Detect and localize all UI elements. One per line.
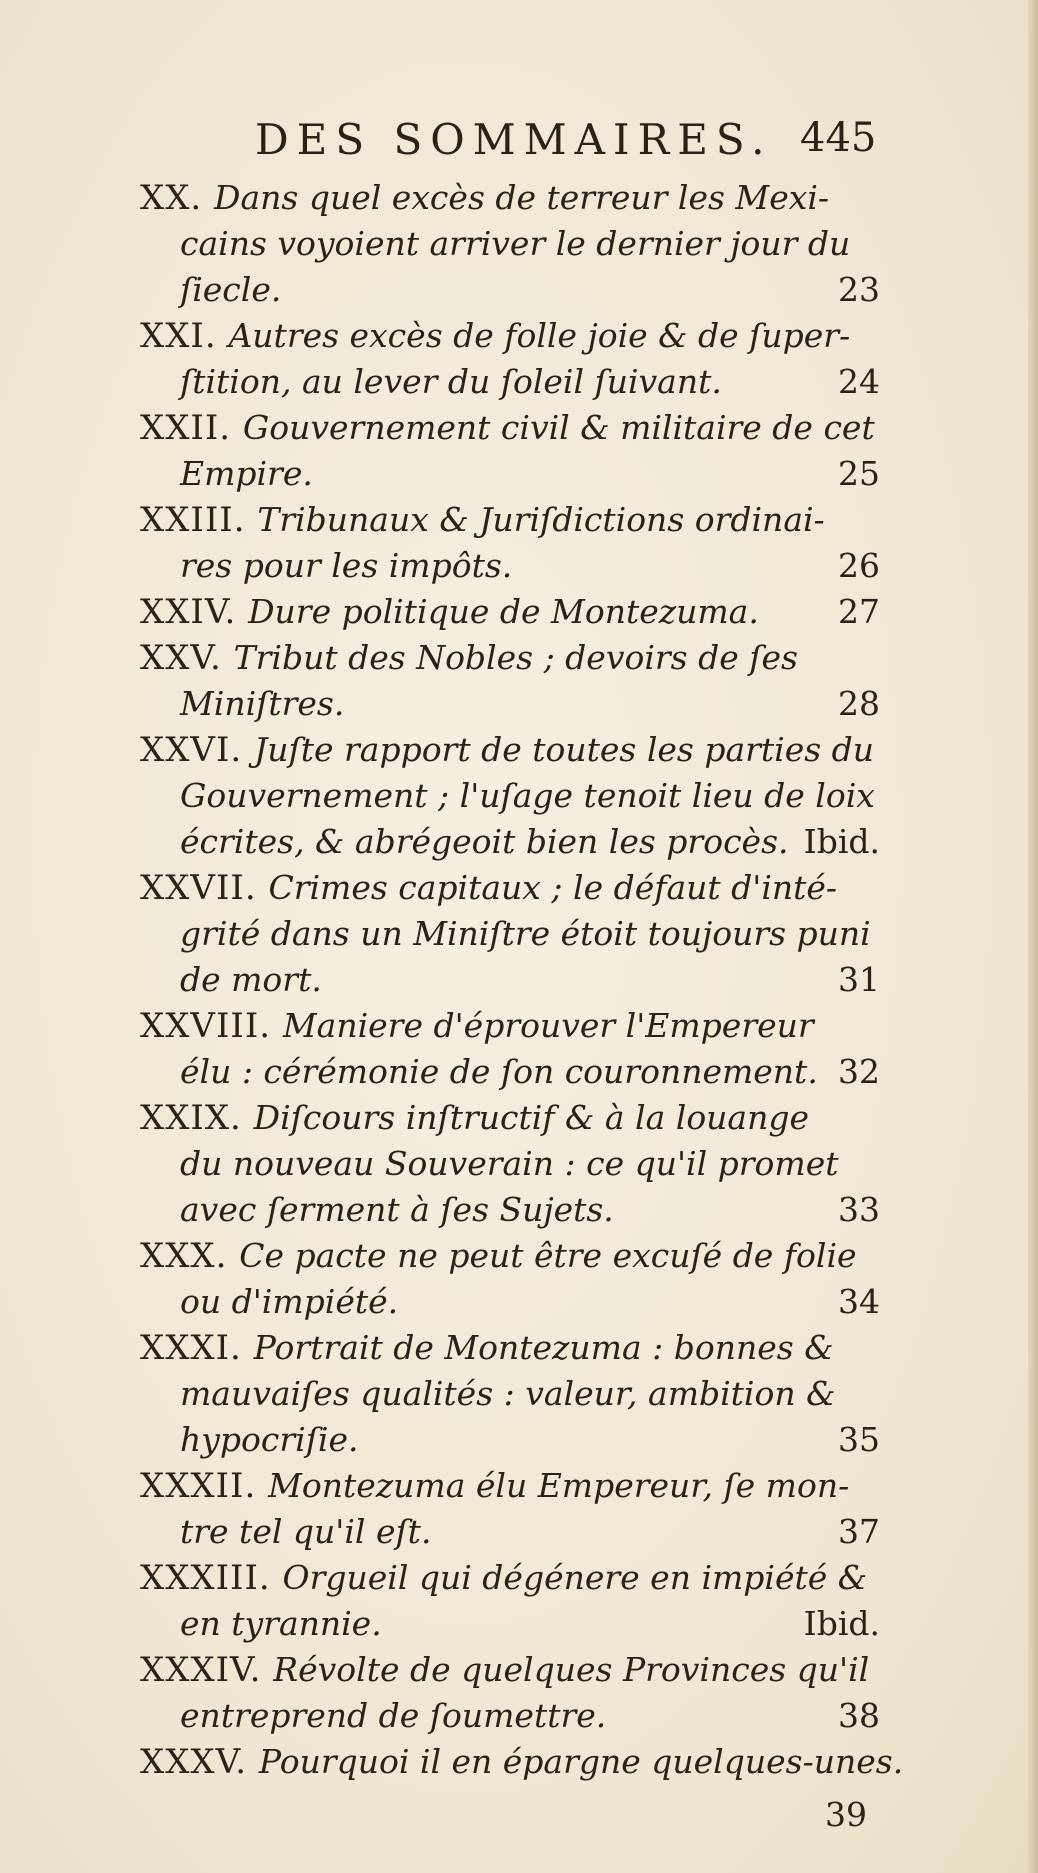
toc-entry: [140, 405, 880, 497]
toc-entry: [140, 313, 880, 405]
entry-page-ref: 33: [838, 1190, 880, 1229]
toc-entry: [140, 865, 880, 1003]
entry-number: XXIX.: [140, 1098, 254, 1138]
toc-entry-line: [140, 1049, 880, 1095]
toc-entry: [140, 727, 880, 865]
toc-entry-line: [140, 543, 880, 589]
toc-entry: [140, 635, 880, 727]
entry-text: en tyrannie.: [180, 1604, 382, 1643]
toc-entry: [140, 497, 880, 589]
entry-number: XXV.: [140, 638, 234, 678]
toc-entry-line: [140, 175, 880, 221]
entry-number: XXXI.: [140, 1328, 254, 1368]
toc-entry: [140, 1325, 880, 1463]
toc-entry-line: [140, 1647, 880, 1693]
toc-entry-line: [140, 1003, 880, 1049]
entry-text: ſiecle.: [180, 270, 282, 309]
entry-number: XXXV.: [140, 1742, 259, 1782]
entry-text: hypocriſie.: [180, 1420, 359, 1459]
toc-entry-line: [140, 221, 880, 267]
entry-page-ref: Ibid.: [803, 822, 880, 861]
entry-page-ref: 26: [838, 546, 880, 585]
entry-number: XXIII.: [140, 500, 258, 540]
toc-entry-line: [140, 1693, 880, 1739]
toc-entry-line: [140, 819, 880, 865]
entry-page-ref: 31: [838, 960, 880, 999]
entry-number: XXVIII.: [140, 1006, 283, 1046]
entry-text: mauvaiſes qualités : valeur, ambition &: [180, 1374, 836, 1413]
entry-number: XXVI.: [140, 730, 255, 770]
toc-entry-line: [140, 1095, 880, 1141]
entry-text: res pour les impôts.: [180, 546, 513, 585]
toc-entry: [140, 589, 880, 635]
entry-page-ref: 24: [838, 362, 880, 401]
entry-text: Autres excès de folle joie & de ſuper-: [228, 316, 851, 355]
toc-entry-line: [140, 865, 880, 911]
entry-page-ref: 37: [838, 1512, 880, 1551]
entry-text: Pourquoi il en épargne quelques-unes.: [258, 1742, 904, 1781]
entry-page-ref: 35: [838, 1420, 880, 1459]
entry-text: Orgueil qui dégénere en impiété &: [282, 1558, 868, 1597]
toc-entry-line: [140, 1509, 880, 1555]
entry-page-ref: 32: [838, 1052, 880, 1091]
entry-text: écrites, & abrégeoit bien les procès.: [180, 822, 789, 861]
header-title: DES SOMMAIRES.: [255, 115, 773, 164]
toc-entry-line: [140, 1325, 880, 1371]
toc-entry: [140, 1003, 880, 1095]
catchword: 39: [825, 1795, 867, 1834]
entry-page-ref: 38: [838, 1696, 880, 1735]
toc-entry-line: [140, 1555, 880, 1601]
entry-text: Portrait de Montezuma : bonnes &: [253, 1328, 834, 1367]
toc-entry: [140, 175, 880, 313]
page-number: 445: [800, 115, 877, 161]
entry-page-ref: 25: [838, 454, 880, 493]
entry-text: Diſcours inſtructif & à la louange: [253, 1098, 810, 1137]
entry-text: tre tel qu'il eſt.: [180, 1512, 432, 1551]
toc-entry: [140, 1095, 880, 1233]
toc-entry-line: [140, 1141, 880, 1187]
entry-text: Révolte de quelques Provinces qu'il: [273, 1650, 870, 1689]
toc-entry-line: [140, 589, 880, 635]
toc-entry-line: [140, 773, 880, 819]
toc-entry-line: [140, 1233, 880, 1279]
entry-text: Miniſtres.: [180, 684, 345, 723]
entry-page-ref: Ibid.: [803, 1604, 880, 1643]
toc-entry-line: [140, 681, 880, 727]
entry-page-ref: 23: [838, 270, 880, 309]
toc-entry: [140, 1739, 904, 1785]
entry-number: XXVII.: [140, 868, 269, 908]
entry-text: Empire.: [180, 454, 313, 493]
toc-entry-line: [140, 635, 880, 681]
entry-text: Ce pacte ne peut être excuſé de folie: [239, 1236, 857, 1275]
toc-entry-line: [140, 1417, 880, 1463]
entry-text: Dure politique de Montezuma.: [248, 592, 759, 631]
entry-number: XXXII.: [140, 1466, 269, 1506]
entry-number: XXXIV.: [140, 1650, 274, 1690]
entry-number: XXII.: [140, 408, 243, 448]
entry-text: avec ſerment à ſes Sujets.: [180, 1190, 614, 1229]
entry-text: ou d'impiété.: [180, 1282, 399, 1321]
entry-text: ſtition, au lever du ſoleil ſuivant.: [180, 362, 722, 401]
entry-number: XX.: [140, 178, 215, 218]
toc-entry-line: [140, 267, 880, 313]
entry-text: élu : cérémonie de ſon couronnement.: [180, 1052, 818, 1091]
page-edge: [1028, 0, 1038, 1873]
toc-entry-line: [140, 405, 880, 451]
entry-text: Montezuma élu Empereur, ſe mon-: [268, 1466, 850, 1505]
entry-text: Tribunaux & Juriſdictions ordinai-: [257, 500, 825, 539]
entry-text: grité dans un Miniſtre étoit toujours puni: [180, 914, 871, 953]
toc-entry: [140, 1647, 880, 1739]
entry-text: entreprend de ſoumettre.: [180, 1696, 607, 1735]
entry-number: XXIV.: [140, 592, 249, 632]
toc-entry-line: [140, 451, 880, 497]
toc-entry-line: [140, 911, 880, 957]
toc-entry-line: [140, 1601, 880, 1647]
entry-text: Gouvernement ; l'uſage tenoit lieu de loix: [180, 776, 875, 815]
entry-number: XXI.: [140, 316, 229, 356]
toc-entry: [140, 1555, 880, 1647]
toc-entry-line: [140, 497, 880, 543]
entry-page-ref: 34: [838, 1282, 880, 1321]
toc-entry-line: [140, 359, 880, 405]
entry-page-ref: 28: [838, 684, 880, 723]
toc-entry-line: [140, 1371, 880, 1417]
toc-entry-line: [140, 1463, 880, 1509]
toc-entry-line: [140, 1187, 880, 1233]
table-of-contents: [140, 175, 904, 1785]
entry-text: Tribut des Nobles ; devoirs de ſes: [233, 638, 798, 677]
toc-entry-line: [140, 957, 880, 1003]
entry-number: XXXIII.: [140, 1558, 283, 1598]
toc-entry-line: [140, 727, 880, 773]
toc-entry: [140, 1463, 880, 1555]
entry-number: XXX.: [140, 1236, 240, 1276]
toc-entry-line: [140, 1279, 880, 1325]
running-header: [255, 115, 875, 175]
entry-text: Juſte rapport de toutes les parties du: [254, 730, 875, 769]
toc-entry-line: [140, 1739, 904, 1785]
entry-text: Gouvernement civil & militaire de cet: [242, 408, 875, 447]
entry-text: Crimes capitaux ; le défaut d'inté-: [268, 868, 838, 907]
entry-text: Maniere d'éprouver l'Empereur: [282, 1006, 814, 1045]
entry-text: de mort.: [180, 960, 322, 999]
entry-text: Dans quel excès de terreur les Mexi-: [214, 178, 830, 217]
entry-text: du nouveau Souverain : ce qu'il promet: [180, 1144, 839, 1183]
entry-text: cains voyoient arriver le dernier jour du: [180, 224, 851, 263]
toc-entry-line: [140, 313, 880, 359]
entry-page-ref: 27: [838, 592, 880, 631]
toc-entry: [140, 1233, 880, 1325]
